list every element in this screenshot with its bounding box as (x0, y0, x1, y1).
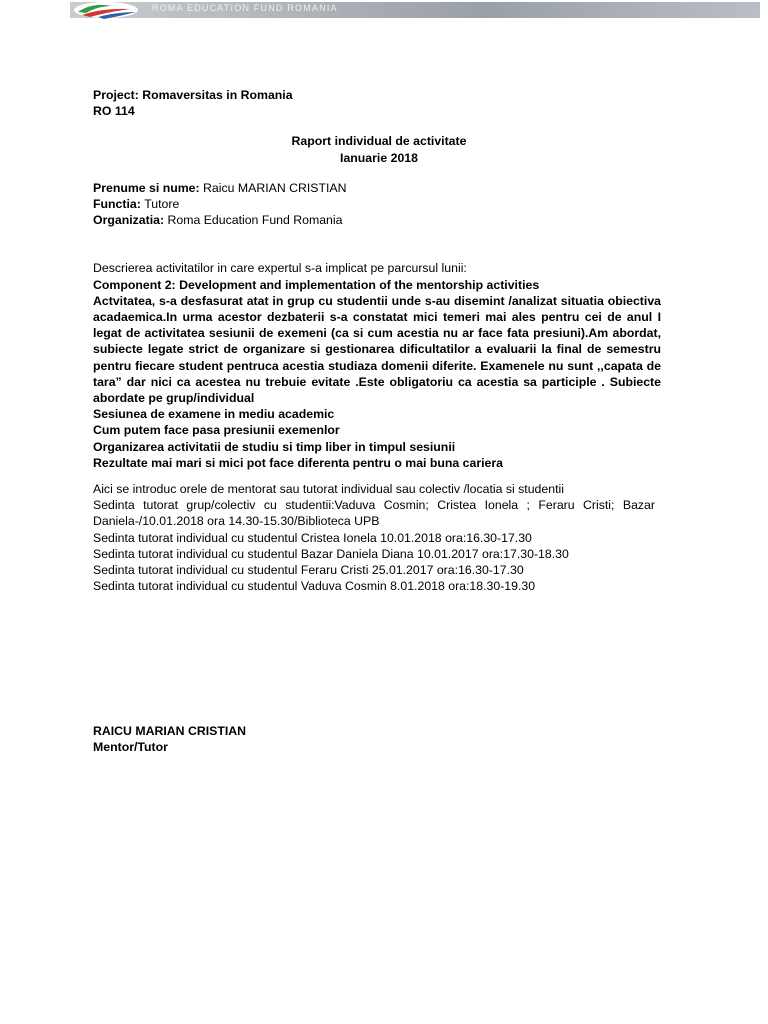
sessions-intro: Aici se introduc orele de mentorat sau tutorat individual sau colectiv /locatia si studentii (93, 482, 564, 497)
report-title: Raport individual de activitate (291, 134, 467, 149)
person-function-label: Functia: (93, 197, 145, 212)
report-period: Ianuarie 2018 (340, 150, 418, 165)
signature-role: Mentor/Tutor (93, 740, 168, 755)
person-org-label: Organizatia: (93, 213, 168, 228)
session-individual: Sedinta tutorat individual cu studentul Feraru Cristi 25.01.2017 ora:16.30-17.30 (93, 563, 524, 578)
activity-topic: Cum putem face pasa presiunii exemenlor (93, 423, 340, 438)
activities-intro: Descrierea activitatilor in care expertul s-a implicat pe parcursul lunii: (93, 261, 467, 276)
signature-name: RAICU MARIAN CRISTIAN (93, 724, 247, 738)
activities-component: Component 2: Development and implementation of the mentorship activities (93, 277, 540, 292)
project-code: RO 114 (93, 104, 135, 119)
person-org-row (93, 212, 673, 228)
activity-topic: Rezultate mai mari si mici pot face diferenta pentru o mai buna cariera (93, 455, 504, 470)
ref-logo-icon (72, 0, 140, 20)
project-title: Project: Romaversitas in Romania (93, 88, 293, 102)
header-org-name: ROMA EDUCATION FUND ROMANIA (152, 3, 338, 13)
activity-topic: Sesiunea de examene in mediu academic (93, 407, 335, 422)
session-individual: Sedinta tutorat individual cu studentul Cristea Ionela 10.01.2018 ora:16.30-17.30 (93, 530, 532, 545)
session-group: Sedinta tutorat grup/colectiv cu studentii:Vaduva Cosmin; Cristea Ionela ; Feraru Cristi; Bazar Daniela-/10.01.2018 ora 14.30-15.30/Biblioteca UPB (93, 498, 655, 529)
session-individual: Sedinta tutorat individual cu studentul Vaduva Cosmin 8.01.2018 ora:18.30-19.30 (93, 579, 536, 594)
session-individual: Sedinta tutorat individual cu studentul Bazar Daniela Diana 10.01.2017 ora:17.30-18.30 (93, 546, 569, 561)
person-name-value: Raicu MARIAN CRISTIAN (203, 180, 347, 195)
person-name-label: Prenume si nume: (93, 180, 204, 195)
activity-topic: Organizarea activitatii de studiu si timp liber in timpul sesiunii (93, 439, 456, 454)
signature-block (93, 723, 246, 755)
person-function-row (93, 196, 673, 212)
person-function-value: Tutore (144, 197, 180, 212)
person-org-value: Roma Education Fund Romania (167, 213, 343, 228)
activities-paragraph: Actvitatea, s-a desfasurat atat in grup cu studentii unde s-au disemint /analizat situatia obiectiva acadaemica.In urma acestor dezbaterii s-a constatat mici temeri mai ales pentru cei de anul I legat de activitatea sesiunii de exemeni (ca si cum acestia nu ar face fata presiuni).Am abordat, subiecte legate strict de organizare si gestionarea dificultatilor a evaluarii la final de semestru pentru fiecare student pentruca acestia studiaza domenii diferite. Examenele nu sunt ,,capata de tara” dar nici ca acestea nu trebuie evitate .Este obligatoriu ca acestia sa participle . Subiecte abordate pe grup/individual (93, 293, 661, 406)
document-body (93, 87, 673, 594)
person-name-row (93, 180, 673, 196)
